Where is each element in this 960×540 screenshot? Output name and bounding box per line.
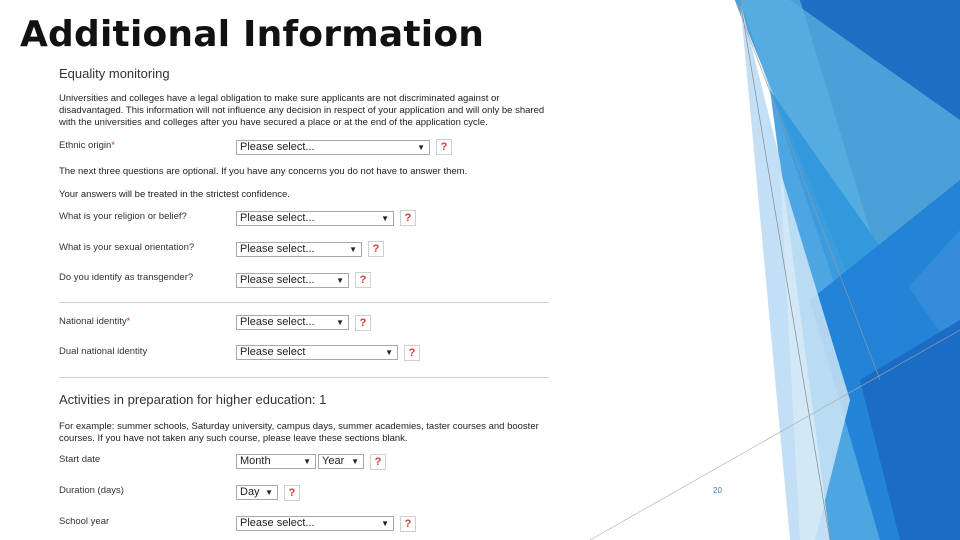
help-icon[interactable]: ?: [436, 139, 452, 155]
section-divider: [59, 302, 549, 303]
help-icon[interactable]: ?: [355, 272, 371, 288]
dual-label: Dual national identity: [59, 346, 148, 357]
dropdown-arrow-icon: ▼: [349, 245, 357, 254]
equality-intro: Universities and colleges have a legal obligation to make sure applicants are not discriminated against or disadvantaged. This information will not influence any decision in respect of your application and will only be shared with the universities and colleges after you have secured a place or at the end of the application cycle.: [59, 93, 545, 128]
section-divider: [59, 377, 549, 378]
dropdown-arrow-icon: ▼: [265, 488, 273, 497]
dual-select-value: Please select: [240, 346, 306, 358]
help-icon[interactable]: ?: [368, 241, 384, 257]
help-icon[interactable]: ?: [355, 315, 371, 331]
year-select[interactable]: [318, 454, 364, 469]
national-select-value: Please select...: [240, 316, 315, 328]
religion-select-value: Please select...: [240, 212, 315, 224]
dropdown-arrow-icon: ▼: [385, 348, 393, 357]
equality-heading: Equality monitoring: [59, 66, 170, 81]
transgender-select[interactable]: [236, 273, 349, 288]
religion-select[interactable]: [236, 211, 394, 226]
day-select[interactable]: [236, 485, 278, 500]
national-label-text: National identity: [59, 316, 127, 327]
start-date-label: Start date: [59, 454, 101, 465]
school-year-label: School year: [59, 516, 110, 527]
month-select[interactable]: [236, 454, 316, 469]
national-label: [59, 316, 130, 327]
dropdown-arrow-icon: ▼: [381, 519, 389, 528]
ethnic-select[interactable]: [236, 140, 430, 155]
month-select-value: Month: [240, 455, 271, 467]
dropdown-arrow-icon: ▼: [336, 318, 344, 327]
confidence-note: Your answers will be treated in the strictest confidence.: [59, 189, 290, 200]
dropdown-arrow-icon: ▼: [303, 457, 311, 466]
national-select[interactable]: [236, 315, 349, 330]
ethnic-label: [59, 140, 115, 151]
transgender-select-value: Please select...: [240, 274, 315, 286]
dual-select[interactable]: [236, 345, 398, 360]
required-mark: *: [111, 140, 115, 151]
form-screenshot: [52, 58, 552, 540]
help-icon[interactable]: ?: [404, 345, 420, 361]
required-mark: *: [126, 316, 131, 327]
school-year-select[interactable]: [236, 516, 394, 531]
orientation-label: What is your sexual orientation?: [59, 242, 195, 253]
year-select-value: Year: [322, 455, 345, 467]
dropdown-arrow-icon: ▼: [417, 143, 425, 152]
school-year-select-value: Please select...: [240, 517, 315, 529]
transgender-label: Do you identify as transgender?: [59, 272, 194, 283]
help-icon[interactable]: ?: [400, 210, 416, 226]
orientation-select-value: Please select...: [240, 243, 315, 255]
help-icon[interactable]: ?: [284, 485, 300, 501]
slide-title: Additional Information: [20, 14, 485, 55]
dropdown-arrow-icon: ▼: [336, 276, 344, 285]
help-icon[interactable]: ?: [370, 454, 386, 470]
ethnic-label-text: Ethnic origin: [59, 140, 112, 151]
help-icon[interactable]: ?: [400, 516, 416, 532]
activities-intro: For example: summer schools, Saturday university, campus days, summer academies, taster courses and booster courses. If you have not taken any such course, please leave these sections blank.: [59, 421, 539, 444]
page-number: 20: [713, 486, 722, 495]
orientation-select[interactable]: [236, 242, 362, 257]
dropdown-arrow-icon: ▼: [381, 214, 389, 223]
religion-label: What is your religion or belief?: [59, 211, 187, 222]
optional-note: The next three questions are optional. If you have any concerns you do not have to answer them.: [59, 166, 468, 177]
ethnic-select-value: Please select...: [240, 141, 315, 153]
activities-heading: Activities in preparation for higher education: 1: [59, 392, 327, 407]
duration-label: Duration (days): [59, 485, 124, 496]
day-select-value: Day: [240, 486, 260, 498]
dropdown-arrow-icon: ▼: [351, 457, 359, 466]
